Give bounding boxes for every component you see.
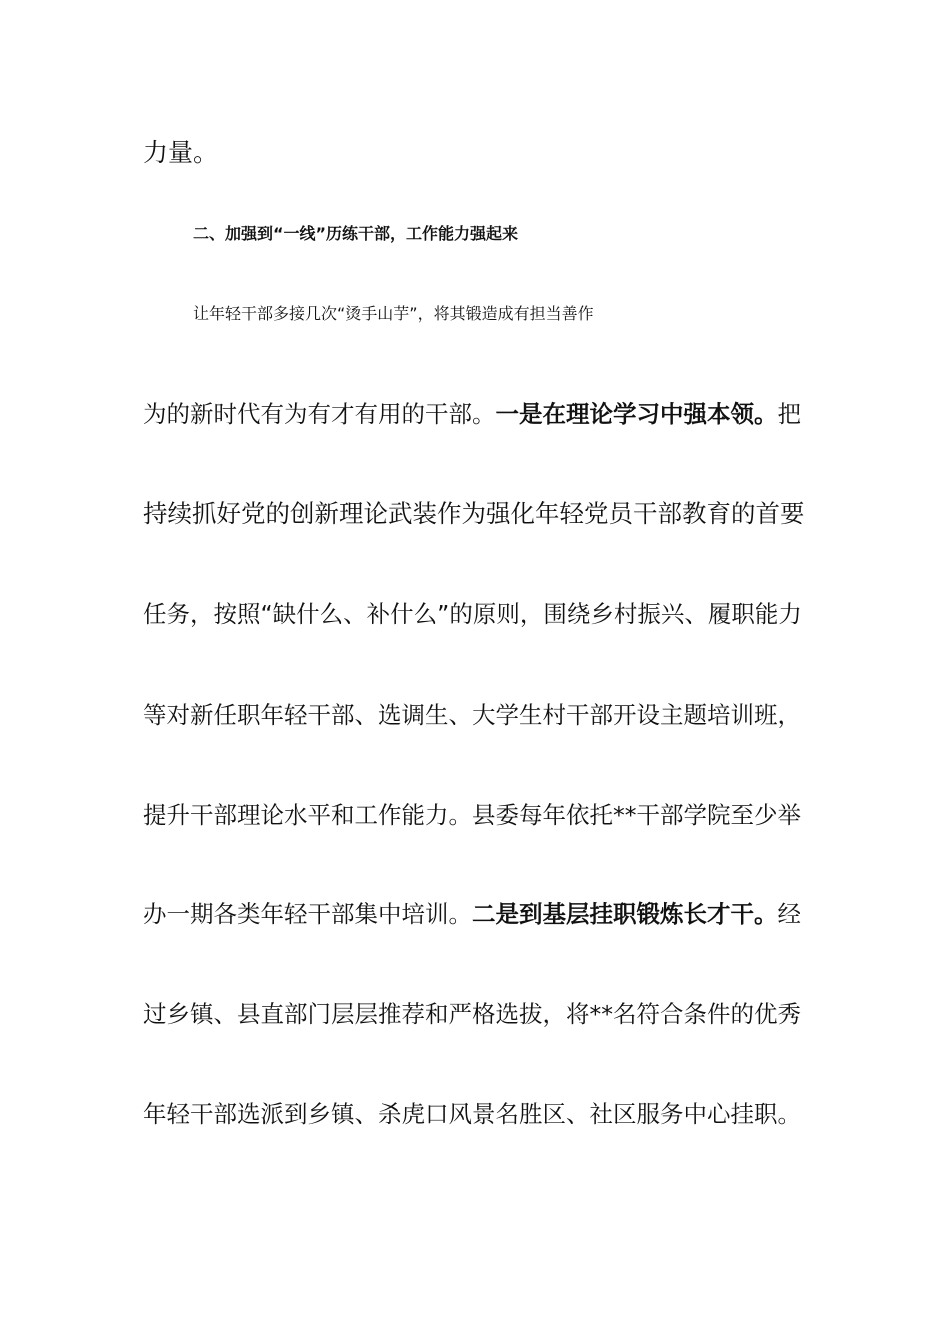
paragraph-line-4: [143, 497, 813, 531]
text-segment: 把: [777, 400, 801, 428]
section-heading: [193, 217, 863, 251]
text-segment: 力量。: [143, 138, 219, 167]
bold-key-point: 一是在理论学习中强本领。: [495, 400, 778, 428]
text-segment: 年轻干部选派到乡镇、杀虎口风景名胜区、社区服务中心挂职。: [143, 1100, 801, 1128]
text-segment: 等对新任职年轻干部、选调生、大学生村干部开设主题培训班，: [143, 701, 801, 729]
text-segment: 过乡镇、县直部门层层推荐和严格选拔，将**名符合条件的优秀: [143, 1000, 801, 1028]
paragraph-line-10: [143, 1097, 813, 1131]
paragraph-line-3: [143, 397, 813, 431]
paragraph-line-5: [143, 597, 813, 631]
text-segment: 持续抓好党的创新理论武装作为强化年轻党员干部教育的首要: [143, 499, 805, 528]
paragraph-line-2: [193, 297, 863, 331]
text-segment: 任务，按照“缺什么、补什么”的原则，围绕乡村振兴、履职能力: [143, 600, 802, 628]
paragraph-line-6: [143, 698, 813, 732]
bold-key-point: 二是到基层挂职锻炼长才干。: [472, 900, 778, 928]
text-segment: 办一期各类年轻干部集中培训。: [143, 900, 472, 928]
text-segment: 提升干部理论水平和工作能力。县委每年依托**干部学院至少举: [143, 801, 801, 829]
text-segment: 为的新时代有为有才有用的干部。: [143, 400, 496, 428]
paragraph-line-8: [143, 897, 813, 931]
paragraph-line-7: [143, 798, 813, 832]
text-segment: 经: [777, 900, 801, 928]
paragraph-line-1: [143, 136, 813, 170]
paragraph-line-9: [143, 997, 813, 1031]
text-segment: 让年轻干部多接几次“烫手山芋”，将其锻造成有担当善作: [193, 304, 594, 323]
heading-text: 二、加强到“一线”历练干部，工作能力强起来: [193, 224, 519, 243]
